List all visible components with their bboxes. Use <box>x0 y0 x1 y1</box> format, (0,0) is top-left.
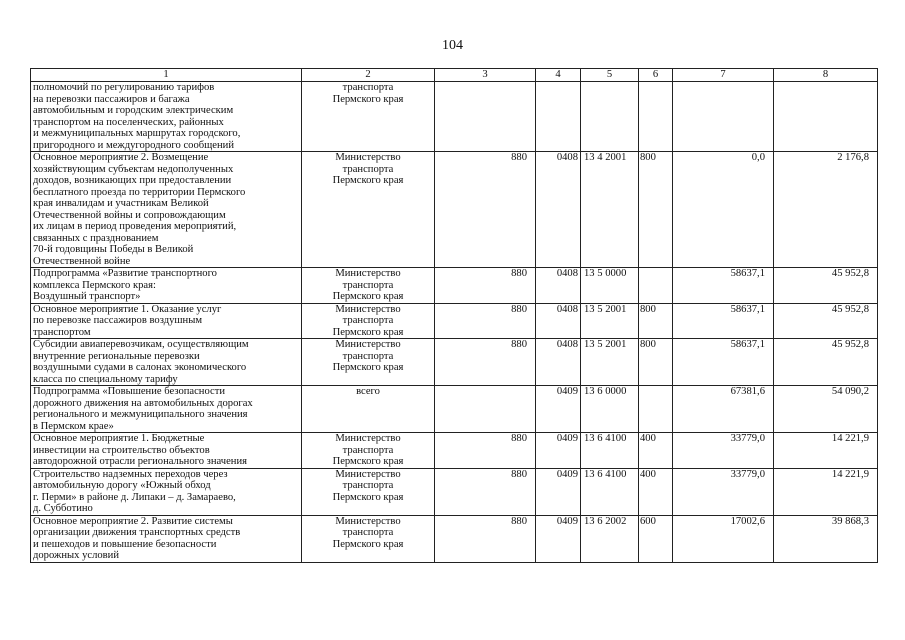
target-article-cell: 13 5 2001 <box>581 303 639 339</box>
header-col-8: 8 <box>774 69 878 82</box>
admin-code-cell <box>435 82 536 152</box>
amount-col7-cell: 0,0 <box>673 152 774 268</box>
header-col-1: 1 <box>31 69 302 82</box>
table-row <box>31 386 878 433</box>
executor-cell <box>302 268 435 304</box>
header-col-3: 3 <box>435 69 536 82</box>
amount-col8-cell: 54 090,2 <box>774 386 878 433</box>
table-row <box>31 433 878 469</box>
executor-text: Министерство транспорта Пермского края <box>332 268 404 302</box>
executor-cell <box>302 433 435 469</box>
amount-col7-cell <box>673 82 774 152</box>
amount-col8-cell: 45 952,8 <box>774 339 878 386</box>
target-article-cell: 13 5 2001 <box>581 339 639 386</box>
section-code-cell: 0408 <box>536 339 581 386</box>
executor-text: Министерство транспорта Пермского края <box>332 303 404 338</box>
header-col-4: 4 <box>536 69 581 82</box>
amount-col7-cell: 33779,0 <box>673 433 774 469</box>
expense-type-cell <box>639 268 673 304</box>
amount-col7-cell: 58637,1 <box>673 303 774 339</box>
row-name-cell <box>31 468 302 515</box>
row-name-cell <box>31 152 302 268</box>
admin-code-cell: 880 <box>435 303 536 339</box>
row-name-cell <box>31 339 302 386</box>
header-col-7: 7 <box>673 69 774 82</box>
target-article-cell <box>581 82 639 152</box>
section-code-cell: 0409 <box>536 386 581 433</box>
table-row <box>31 268 878 304</box>
section-code-cell: 0408 <box>536 268 581 304</box>
budget-table <box>30 68 878 563</box>
executor-cell <box>302 468 435 515</box>
executor-text: Министерство транспорта Пермского края <box>332 339 404 373</box>
section-code-cell: 0409 <box>536 433 581 469</box>
row-name-text: полномочий по регулированию тарифов на перевозки пассажиров и багажа автомобильным и городским электрическим транспортом на поселенческих, районных и межмуниципальных маршрутах городского, пригородного и междугородного сообщений <box>33 82 241 151</box>
table-row <box>31 152 878 268</box>
header-col-5: 5 <box>581 69 639 82</box>
row-name-text: Основное мероприятие 2. Возмещение хозяйствующим субъектам недополученных доходов, возникающих при предоставлении бесплатного проезда по территории Пермского края инвалидам и участникам Великой Отечественной войны и сопровождающим их лицам в период проведения мероприятий, связанных с празднованием 70-й годовщины Победы в Великой Отечественной войне <box>33 152 246 267</box>
admin-code-cell: 880 <box>435 468 536 515</box>
executor-text: всего <box>356 386 380 397</box>
amount-col7-cell: 33779,0 <box>673 468 774 515</box>
row-name-text: Основное мероприятие 2. Развитие системы организации движения транспортных средств и пешеходов и повышение безопасности дорожных условий <box>33 515 241 561</box>
executor-text: транспорта Пермского края <box>332 82 404 105</box>
row-name-cell <box>31 515 302 562</box>
header-col-6: 6 <box>639 69 673 82</box>
row-name-cell <box>31 303 302 339</box>
expense-type-cell <box>639 82 673 152</box>
target-article-cell: 13 5 0000 <box>581 268 639 304</box>
row-name-text: Основное мероприятие 1. Оказание услуг по перевозке пассажиров воздушным транспортом <box>33 303 222 338</box>
amount-col7-cell: 17002,6 <box>673 515 774 562</box>
executor-text: Министерство транспорта Пермского края <box>332 515 404 550</box>
admin-code-cell <box>435 386 536 433</box>
table-row <box>31 468 878 515</box>
admin-code-cell: 880 <box>435 339 536 386</box>
section-code-cell: 0408 <box>536 152 581 268</box>
target-article-cell: 13 6 0000 <box>581 386 639 433</box>
row-name-cell <box>31 433 302 469</box>
header-row <box>31 69 878 82</box>
row-name-cell <box>31 386 302 433</box>
target-article-cell: 13 6 4100 <box>581 468 639 515</box>
admin-code-cell: 880 <box>435 515 536 562</box>
amount-col8-cell: 14 221,9 <box>774 468 878 515</box>
target-article-cell: 13 6 2002 <box>581 515 639 562</box>
target-article-cell: 13 4 2001 <box>581 152 639 268</box>
amount-col7-cell: 58637,1 <box>673 268 774 304</box>
amount-col7-cell: 58637,1 <box>673 339 774 386</box>
header-col-2: 2 <box>302 69 435 82</box>
expense-type-cell: 800 <box>639 152 673 268</box>
amount-col8-cell: 2 176,8 <box>774 152 878 268</box>
executor-cell <box>302 303 435 339</box>
executor-cell <box>302 386 435 433</box>
expense-type-cell: 400 <box>639 433 673 469</box>
row-name-cell <box>31 82 302 152</box>
section-code-cell: 0409 <box>536 515 581 562</box>
row-name-text: Основное мероприятие 1. Бюджетные инвестиции на строительство объектов автодорожной отрасли регионального значения <box>33 433 248 467</box>
executor-text: Министерство транспорта Пермского края <box>332 152 404 186</box>
table-row <box>31 515 878 562</box>
expense-type-cell: 600 <box>639 515 673 562</box>
row-name-text: Субсидии авиаперевозчикам, осуществляющим внутренние региональные перевозки воздушными судами в салонах экономического класса по специальному тарифу <box>33 339 249 385</box>
amount-col8-cell: 45 952,8 <box>774 268 878 304</box>
target-article-cell: 13 6 4100 <box>581 433 639 469</box>
table-row <box>31 339 878 386</box>
row-name-text: Подпрограмма «Повышение безопасности дорожного движения на автомобильных дорогах регионального и межмуниципального значения в Пермском крае» <box>33 386 253 432</box>
executor-text: Министерство транспорта Пермского края <box>332 468 404 503</box>
executor-cell <box>302 515 435 562</box>
section-code-cell: 0408 <box>536 303 581 339</box>
admin-code-cell: 880 <box>435 433 536 469</box>
amount-col8-cell <box>774 82 878 152</box>
executor-text: Министерство транспорта Пермского края <box>332 433 404 467</box>
admin-code-cell: 880 <box>435 152 536 268</box>
row-name-cell <box>31 268 302 304</box>
table-row <box>31 82 878 152</box>
executor-cell <box>302 339 435 386</box>
amount-col8-cell: 39 868,3 <box>774 515 878 562</box>
amount-col7-cell: 67381,6 <box>673 386 774 433</box>
section-code-cell <box>536 82 581 152</box>
expense-type-cell <box>639 386 673 433</box>
amount-col8-cell: 14 221,9 <box>774 433 878 469</box>
expense-type-cell: 400 <box>639 468 673 515</box>
admin-code-cell: 880 <box>435 268 536 304</box>
section-code-cell: 0409 <box>536 468 581 515</box>
table-row <box>31 303 878 339</box>
expense-type-cell: 800 <box>639 339 673 386</box>
page-number: 104 <box>442 38 463 53</box>
row-name-text: Строительство надземных переходов через автомобильную дорогу «Южный обход г. Перми» в районе д. Липаки – д. Замараево, д. Субботино <box>33 468 236 514</box>
amount-col8-cell: 45 952,8 <box>774 303 878 339</box>
expense-type-cell: 800 <box>639 303 673 339</box>
executor-cell <box>302 152 435 268</box>
executor-cell <box>302 82 435 152</box>
row-name-text: Подпрограмма «Развитие транспортного комплекса Пермского края: Воздушный транспорт» <box>33 268 217 302</box>
